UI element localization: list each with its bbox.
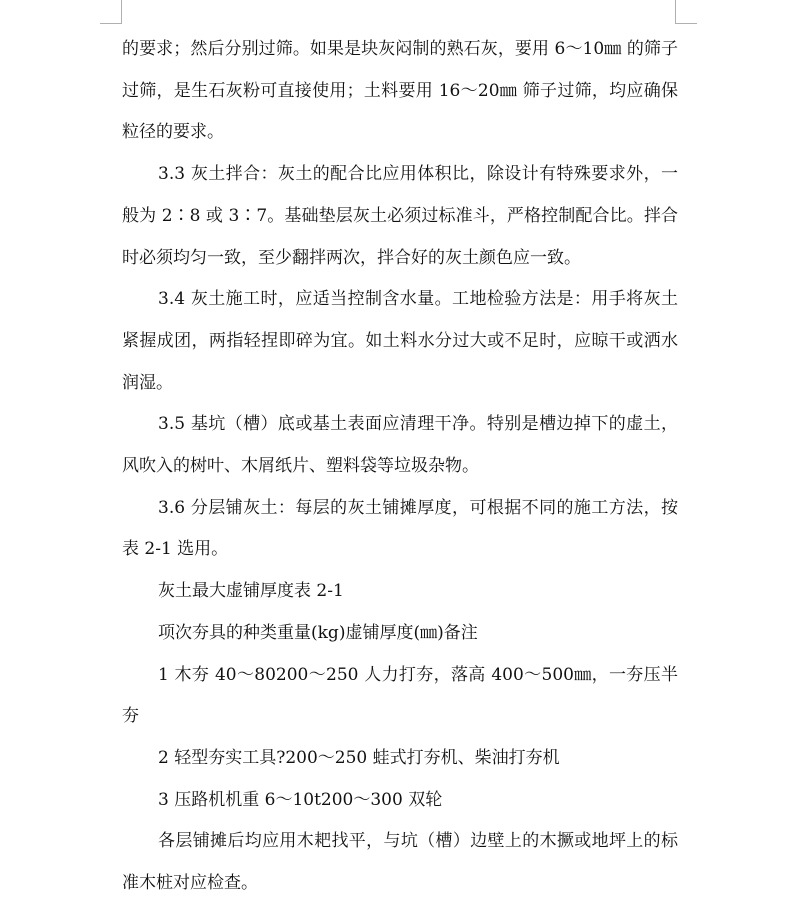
document-body[interactable] [122, 29, 678, 905]
paragraph-3-3-mixing: 3.3 灰土拌合：灰土的配合比应用体积比，除设计有特殊要求外，一般为 2∶8 或 3∶7。基础垫层灰土必须过标准斗，严格控制配合比。拌合时必须均匀一致，至少翻拌两次，拌合好的灰土颜色应一致。 [122, 164, 678, 268]
paragraph-3-6-layering: 3.6 分层铺灰土：每层的灰土铺摊厚度，可根据不同的施工方法，按表 2-1 选用。 [122, 497, 678, 560]
table-title: 灰土最大虚铺厚度表 2-1 [158, 581, 344, 602]
top-right-crop-mark [675, 0, 697, 24]
table-row-2: 2 轻型夯实工具?200～250 蛙式打夯机、柴油打夯机 [158, 747, 560, 768]
paragraph-3-4-moisture: 3.4 灰土施工时，应适当控制含水量。工地检验方法是：用手将灰土紧握成团，两指轻捏即碎为宜。如土料水分过大或不足时，应晾干或洒水润湿。 [122, 289, 678, 393]
table-header-row: 项次夯具的种类重量(kg)虚铺厚度(㎜)备注 [158, 622, 478, 643]
paragraph-sieve-requirements: 的要求；然后分别过筛。如果是块灰闷制的熟石灰，要用 6～10㎜ 的筛子过筛，是生石灰粉可直接使用；土料要用 16～20㎜ 筛子过筛，均应确保粒径的要求。 [122, 39, 678, 143]
table-row-3: 3 压路机机重 6～10t200～300 双轮 [158, 789, 443, 810]
paragraph-3-5-cleaning: 3.5 基坑（槽）底或基土表面应清理干净。特别是槽边掉下的虚土，风吹入的树叶、木屑纸片、塑料袋等垃圾杂物。 [122, 414, 678, 477]
table-row-1: 1 木夯 40～80200～250 人力打夯，落高 400～500㎜，一夯压半夯 [122, 664, 678, 727]
top-left-crop-mark [100, 0, 122, 24]
paragraph-leveling-check: 各层铺摊后均应用木耙找平，与坑（槽）边壁上的木撅或地坪上的标准木桩对应检查。 [122, 831, 678, 894]
